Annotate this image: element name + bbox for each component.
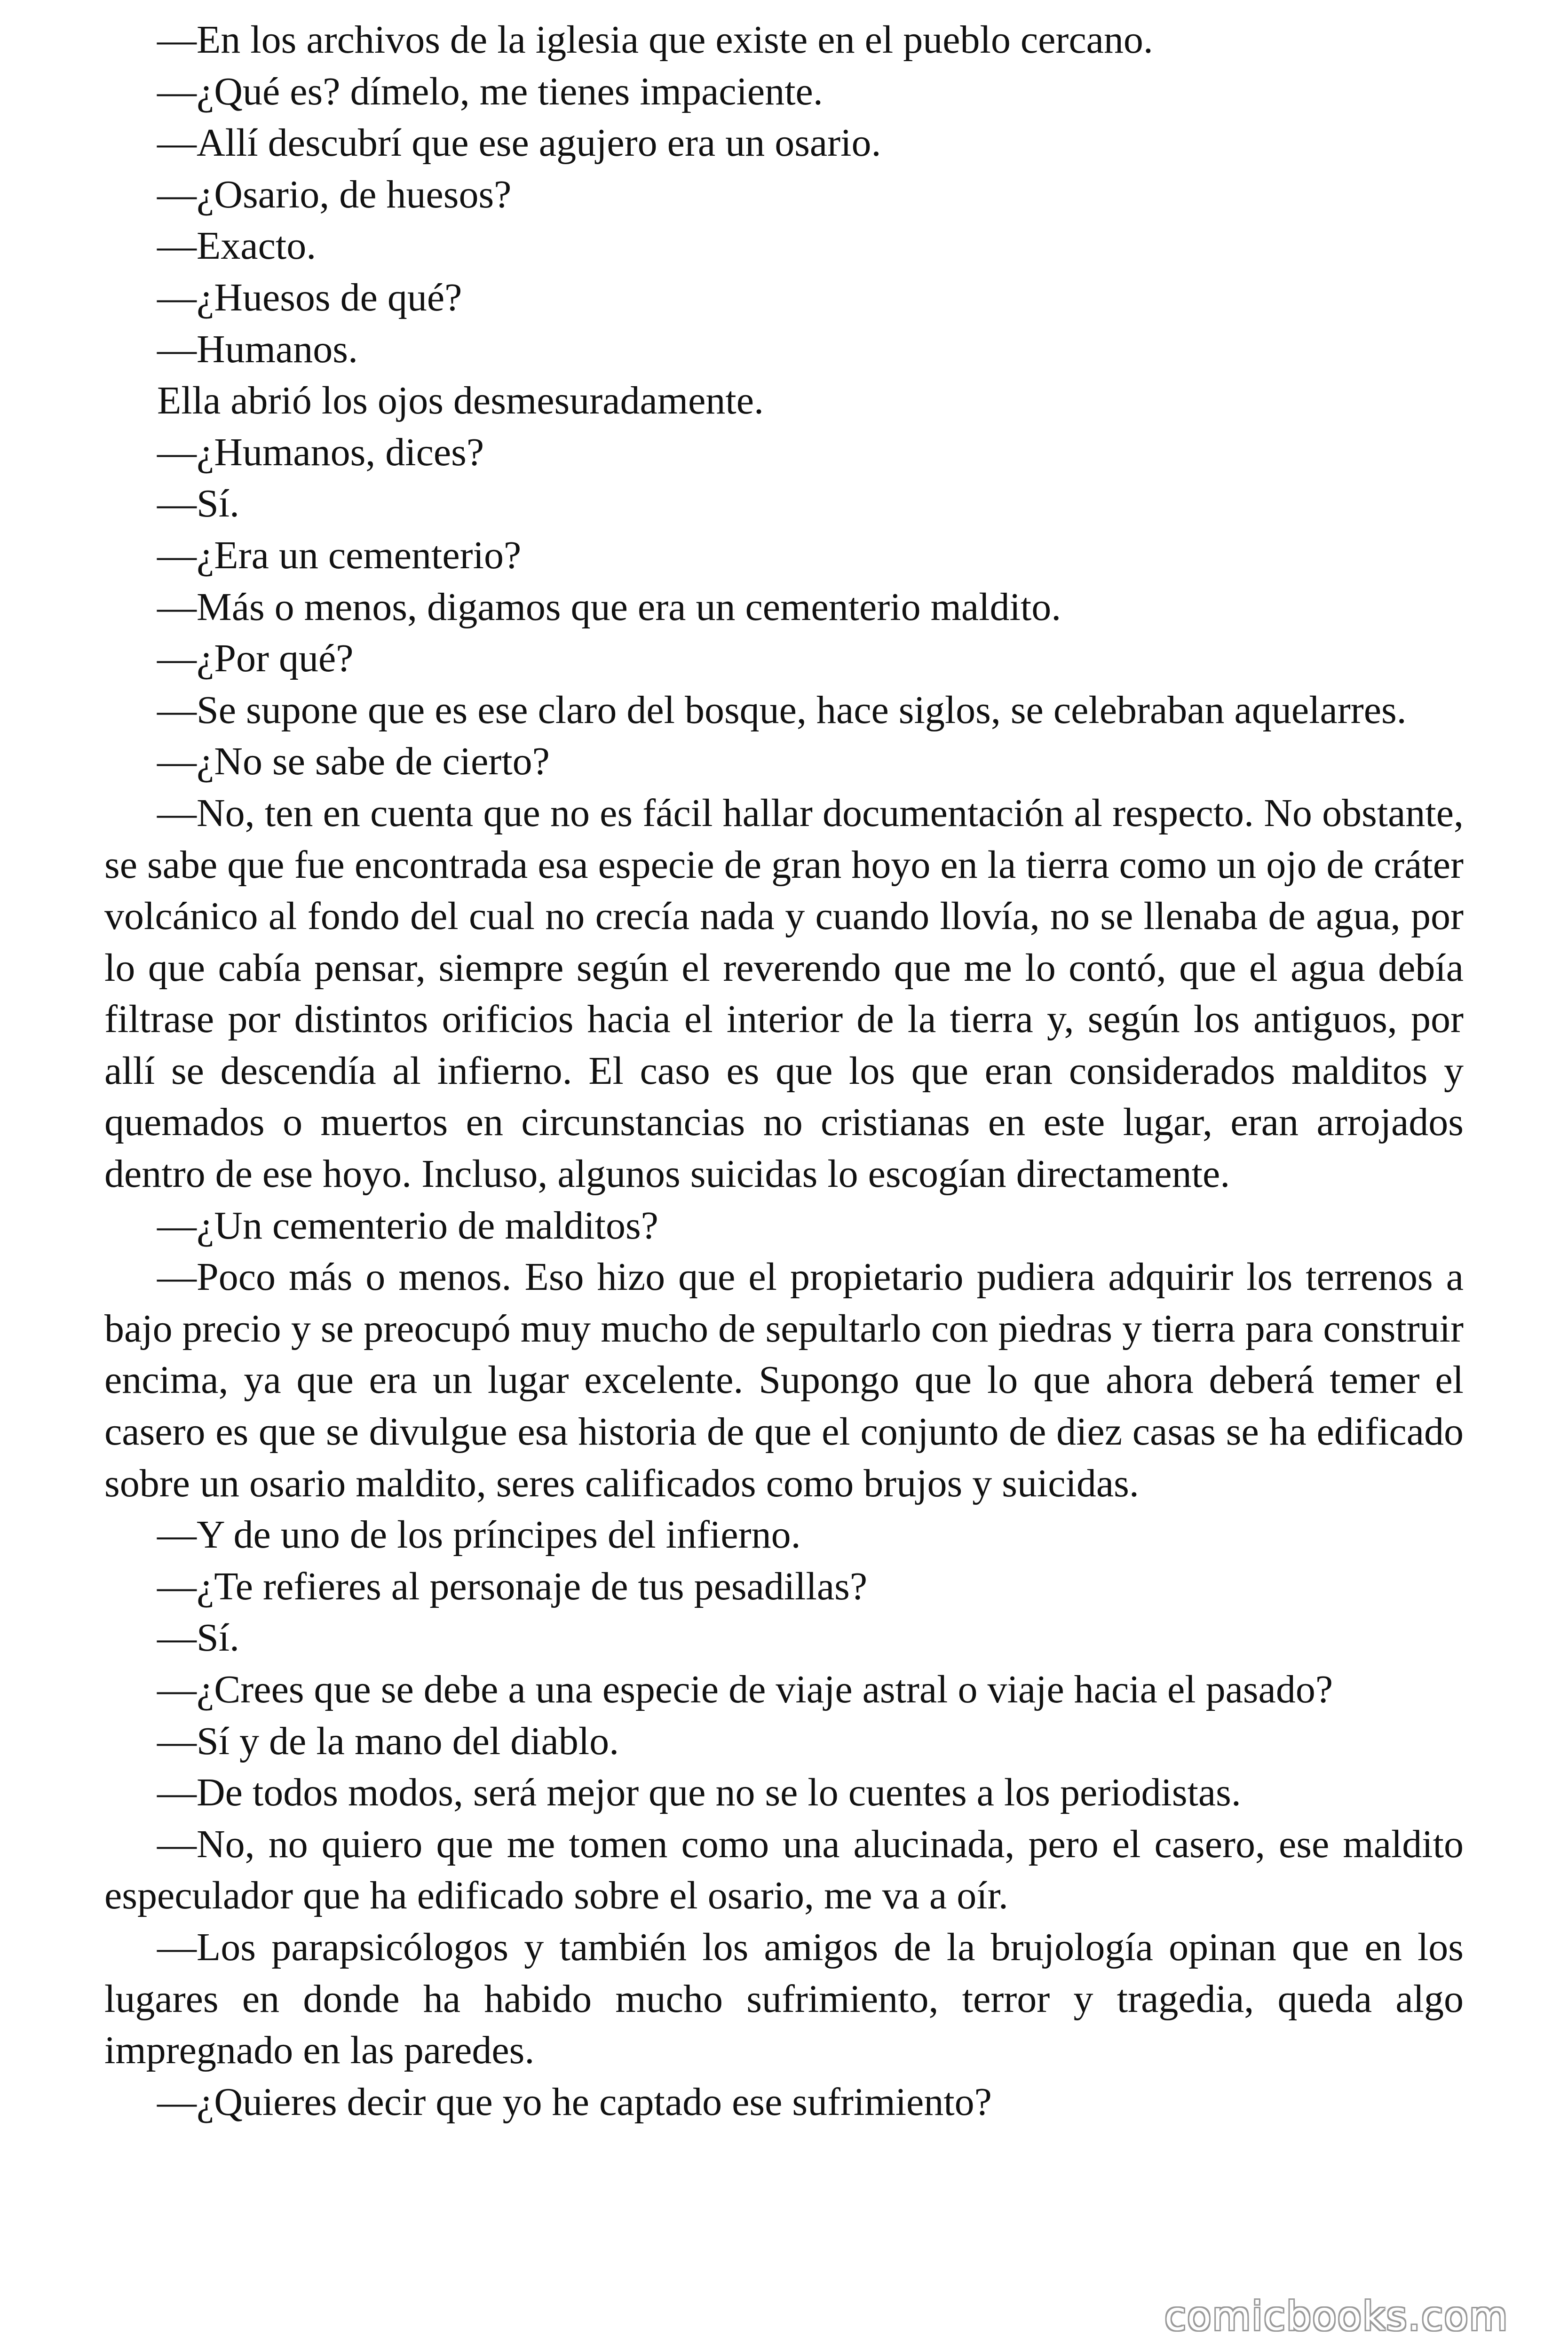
watermark: comicbooks.com (1164, 2293, 1509, 2339)
paragraph: —Más o menos, digamos que era un cementerio maldito. (157, 585, 1061, 629)
paragraph: —¿Quieres decir que yo he captado ese sufrimiento? (157, 2080, 992, 2124)
paragraph: —¿No se sabe de cierto? (157, 739, 550, 784)
paragraph: —¿Crees que se debe a una especie de viaje astral o viaje hacia el pasado? (157, 1668, 1333, 1711)
paragraph: —Se supone que es ese claro del bosque, hace siglos, se celebraban aquelarres. (157, 688, 1407, 732)
paragraph: —No, ten en cuenta que no es fácil hallar documentación al respecto. No obstante, se sabe que fue encontrada esa especie de gran hoyo en la tierra como un ojo de cráter volcánico al fondo del cual no crecía nada y cuando llovía, no se llenaba de agua, por lo que cabía pensar, siempre según el reverendo que me lo contó, que el agua debía filtrase por distintos orificios hacia el interior de la tierra y, según los antiguos, por allí se descendía al infierno. El caso es que los que eran considerados malditos y quemados o muertos en circunstancias no cristianas en este lugar, eran arrojados dentro de ese hoyo. Incluso, algunos suicidas lo escogían directamente. (104, 791, 1464, 1196)
paragraph: —Sí. (157, 482, 240, 526)
body-text (104, 14, 1464, 2128)
paragraph: —¿Por qué? (157, 636, 354, 681)
paragraph: —Poco más o menos. Eso hizo que el propietario pudiera adquirir los terrenos a bajo precio y se preocupó muy mucho de sepultarlo con piedras y tierra para construir encima, ya que era un lugar excelente. Supongo que lo que ahora deberá temer el casero es que se divulgue esa historia de que el conjunto de diez casas se ha edificado sobre un osario maldito, seres calificados como brujos y suicidas. (104, 1255, 1464, 1505)
paragraph: —¿Osario, de huesos? (157, 172, 512, 216)
paragraph: —Y de uno de los príncipes del infierno. (157, 1513, 801, 1557)
paragraph: —¿Qué es? dímelo, me tienes impaciente. (157, 69, 823, 113)
paragraph: Ella abrió los ojos desmesuradamente. (157, 379, 764, 423)
paragraph: —¿Un cementerio de malditos? (157, 1203, 658, 1248)
paragraph: —Exacto. (157, 224, 317, 268)
paragraph: —En los archivos de la iglesia que existe en el pueblo cercano. (157, 18, 1153, 62)
paragraph: —¿Era un cementerio? (157, 533, 522, 577)
paragraph: —Sí. (157, 1616, 240, 1660)
paragraph: —Allí descubrí que ese agujero era un osario. (157, 121, 881, 165)
paragraph: —¿Humanos, dices? (157, 430, 484, 474)
paragraph: —Los parapsicólogos y también los amigos de la brujología opinan que en los lugares en donde ha habido mucho sufrimiento, terror y tragedia, queda algo impregnado en las paredes. (104, 1925, 1464, 2073)
paragraph: —Sí y de la mano del diablo. (157, 1719, 619, 1763)
paragraph: —No, no quiero que me tomen como una alucinada, pero el casero, ese maldito especulador que ha edificado sobre el osario, me va a oír. (104, 1822, 1464, 1918)
paragraph: —¿Te refieres al personaje de tus pesadillas? (157, 1564, 868, 1608)
paragraph: —Humanos. (157, 327, 358, 371)
paragraph: —De todos modos, será mejor que no se lo cuentes a los periodistas. (157, 1771, 1241, 1815)
paragraph: —¿Huesos de qué? (157, 275, 462, 319)
